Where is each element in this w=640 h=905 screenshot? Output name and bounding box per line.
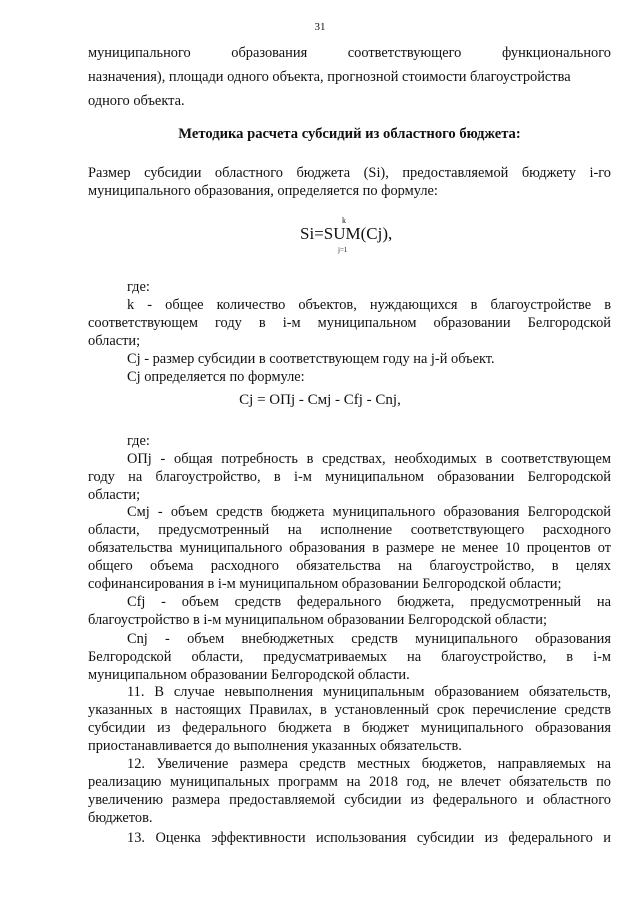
formula-cj: Cj = ОПj - Cмj - Cfj - Cnj, <box>239 392 401 408</box>
paragraph-line: Cj определяется по формуле: <box>127 369 305 385</box>
paragraph-line: области, предусмотренный на исполнение соответствующего расходного <box>88 522 611 538</box>
paragraph-line: приостанавливается до выполнения указанных обязательств. <box>88 738 462 754</box>
paragraph-line: муниципального образования, определяется по формуле: <box>88 183 438 199</box>
paragraph-line: области; <box>88 487 141 503</box>
formula-lower-limit: j=1 <box>338 246 348 254</box>
word: соответствующего <box>347 45 462 61</box>
paragraph-line: k - общее количество объектов, нуждающихся в благоустройстве в <box>127 297 611 313</box>
paragraph-line: где: <box>127 433 150 449</box>
paragraph-line: где: <box>127 279 150 295</box>
paragraph-line: 12. Увеличение размера средств местных бюджетов, направляемых на <box>127 756 611 772</box>
paragraph-line: обязательства муниципального образования в размере не менее 10 процентов от <box>88 540 611 556</box>
paragraph-line: 11. В случае невыполнения муниципальным образованием обязательств, <box>127 684 611 700</box>
paragraph-line: Cj - размер субсидии в соответствующем году на j-й объект. <box>127 351 495 367</box>
paragraph-line: Белгородской области, предусматриваемых на благоустройство, в i-м <box>88 649 611 665</box>
paragraph-line: Cмj - объем средств бюджета муниципального образования Белгородской <box>127 504 611 520</box>
paragraph-line: ОПj - общая потребность в средствах, необходимых в соответствующем <box>127 451 611 467</box>
paragraph-line <box>88 44 611 62</box>
formula-upper-limit: k <box>342 216 346 225</box>
paragraph-line: субсидии из федерального бюджета в бюджет муниципального образования <box>88 720 611 736</box>
word: образования <box>231 45 308 61</box>
paragraph-line: году на благоустройство, в i-м муниципальном образовании Белгородской <box>88 469 611 485</box>
paragraph-line: одного объекта. <box>88 93 185 109</box>
word: функционального <box>501 45 611 61</box>
paragraph-line: общего объема расходного обязательства на благоустройство, в целях <box>88 558 611 574</box>
formula-main: Si=SUM(Cj), <box>300 224 393 243</box>
page-number: 31 <box>314 21 326 33</box>
paragraph-line: благоустройство в i-м муниципальном образовании Белгородской области; <box>88 612 548 628</box>
paragraph-line: 13. Оценка эффективности использования субсидии из федерального и <box>127 830 611 846</box>
paragraph-line: соответствующем году в i-м муниципальном образовании Белгородской <box>88 315 611 331</box>
section-heading: Методика расчета субсидий из областного бюджета: <box>178 126 521 142</box>
paragraph-line: реализацию муниципальных программ на 2018 год, не влечет обязательств по <box>88 774 611 790</box>
paragraph-line: бюджетов. <box>88 810 153 826</box>
paragraph-line: софинансирования в i-м муниципальном образовании Белгородской области; <box>88 576 562 592</box>
paragraph-line: Размер субсидии областного бюджета (Si), предоставляемой бюджету i-го <box>88 165 611 181</box>
formula-sum <box>300 216 440 266</box>
word: муниципального <box>88 45 191 61</box>
paragraph-line: муниципальном образовании Белгородской области. <box>88 667 410 683</box>
paragraph-line: Cfj - объем средств федерального бюджета, предусмотренный на <box>127 594 611 610</box>
paragraph-line: Cnj - объем внебюджетных средств муниципального образования <box>127 631 611 647</box>
paragraph-line: назначения), площади одного объекта, прогнозной стоимости благоустройства <box>88 69 571 85</box>
paragraph-line: увеличению размера предоставляемой субсидии из федерального и областного <box>88 792 611 808</box>
paragraph-line: области; <box>88 333 141 349</box>
paragraph-line: указанных в настоящих Правилах, в установленный срок перечисление средств <box>88 702 611 718</box>
